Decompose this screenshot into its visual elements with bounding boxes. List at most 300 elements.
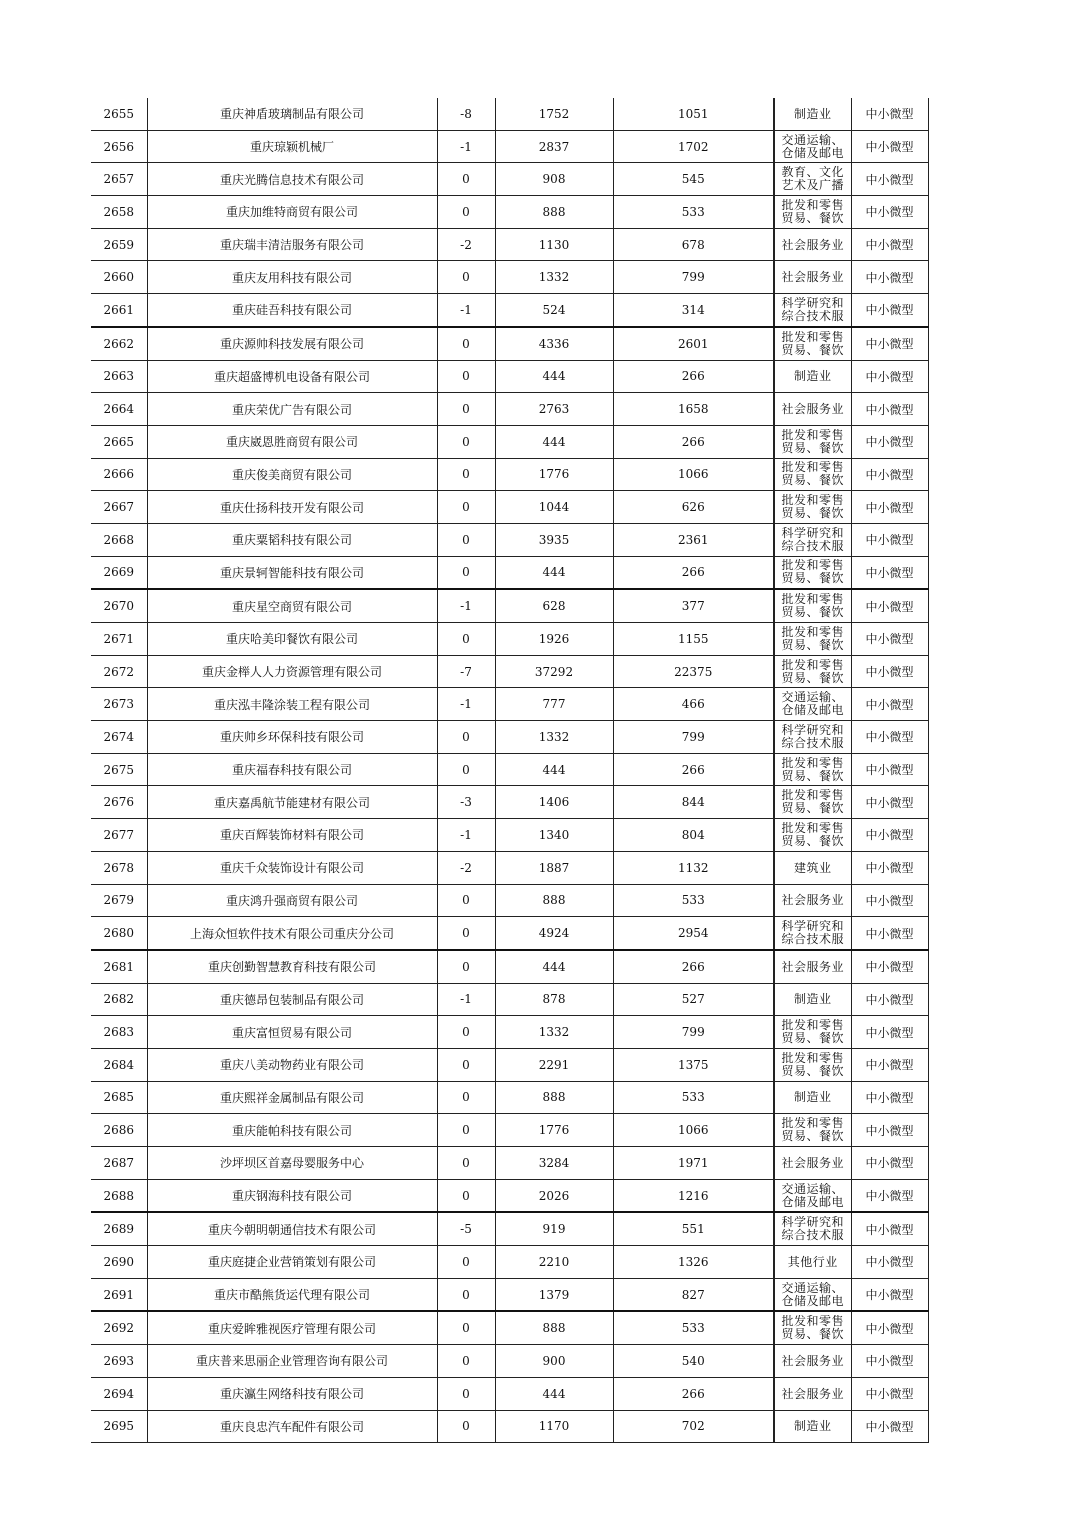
table-row [91,1081,971,1114]
industry-cell [774,491,851,524]
industry-cell [774,458,851,491]
amount-a: 444 [495,556,613,589]
industry-label: 社会服务业 [781,893,844,908]
blank-cell [928,1179,971,1212]
blank-cell [928,294,971,327]
industry-cell [774,753,851,786]
blank-cell [928,1246,971,1279]
table-row [91,786,971,819]
row-number: 2694 [91,1377,147,1410]
amount-b: 527 [613,983,774,1016]
change-value: 0 [437,163,495,196]
blank-cell [928,851,971,884]
enterprise-type: 中小微型 [851,721,928,754]
company-table [91,98,971,1443]
industry-cell [774,360,851,393]
amount-b: 678 [613,228,774,261]
table-row [91,491,971,524]
change-value: 0 [437,393,495,426]
row-number: 2662 [91,327,147,360]
enterprise-type: 中小微型 [851,228,928,261]
company-name: 重庆瀛生网络科技有限公司 [147,1377,437,1410]
company-name: 重庆琼颖机械厂 [147,130,437,163]
amount-b: 799 [613,261,774,294]
company-name: 重庆普来思丽企业管理咨询有限公司 [147,1345,437,1378]
amount-a: 888 [495,884,613,917]
industry-cell [774,327,851,360]
table-row [91,851,971,884]
amount-a: 444 [495,425,613,458]
amount-b: 466 [613,688,774,721]
row-number: 2656 [91,130,147,163]
row-number: 2675 [91,753,147,786]
company-name: 重庆超盛博机电设备有限公司 [147,360,437,393]
change-value: 0 [437,1016,495,1049]
company-name: 重庆仕扬科技开发有限公司 [147,491,437,524]
industry-cell [774,1311,851,1344]
change-value: 0 [437,458,495,491]
blank-cell [928,1345,971,1378]
amount-b: 377 [613,589,774,622]
enterprise-type: 中小微型 [851,950,928,983]
industry-cell [774,1410,851,1443]
change-value: 0 [437,491,495,524]
blank-cell [928,1278,971,1311]
amount-b: 1326 [613,1246,774,1279]
table-row [91,1246,971,1279]
enterprise-type: 中小微型 [851,1345,928,1378]
amount-a: 878 [495,983,613,1016]
change-value: 0 [437,1081,495,1114]
amount-b: 804 [613,819,774,852]
change-value: 0 [437,753,495,786]
amount-b: 266 [613,753,774,786]
amount-b: 1658 [613,393,774,426]
change-value: -2 [437,851,495,884]
change-value: 0 [437,556,495,589]
enterprise-type: 中小微型 [851,1179,928,1212]
row-number: 2661 [91,294,147,327]
enterprise-type: 中小微型 [851,196,928,229]
row-number: 2688 [91,1179,147,1212]
company-name: 重庆市酷熊货运代理有限公司 [147,1278,437,1311]
enterprise-type: 中小微型 [851,786,928,819]
enterprise-type: 中小微型 [851,1311,928,1344]
industry-label: 社会服务业 [781,1155,844,1170]
blank-cell [928,917,971,950]
blank-cell [928,1377,971,1410]
row-number: 2655 [91,98,147,130]
amount-a: 444 [495,950,613,983]
amount-b: 266 [613,556,774,589]
company-name: 重庆光腾信息技术有限公司 [147,163,437,196]
amount-a: 900 [495,1345,613,1378]
enterprise-type: 中小微型 [851,1377,928,1410]
company-name: 重庆今朝明朝通信技术有限公司 [147,1212,437,1245]
change-value: -7 [437,655,495,688]
industry-cell [774,623,851,656]
industry-label: 批发和零售贸易、餐饮 [781,494,844,521]
change-value: -1 [437,130,495,163]
change-value: -1 [437,294,495,327]
amount-b: 1971 [613,1147,774,1180]
industry-label: 批发和零售贸易、餐饮 [781,756,844,783]
row-number: 2695 [91,1410,147,1443]
amount-b: 1702 [613,130,774,163]
amount-b: 22375 [613,655,774,688]
change-value: 0 [437,360,495,393]
industry-cell [774,1081,851,1114]
change-value: 0 [437,1311,495,1344]
row-number: 2666 [91,458,147,491]
amount-b: 533 [613,1311,774,1344]
industry-cell [774,523,851,556]
table-row [91,1212,971,1245]
blank-cell [928,950,971,983]
company-name: 重庆荣优广告有限公司 [147,393,437,426]
company-name: 重庆百辉装饰材料有限公司 [147,819,437,852]
industry-cell [774,163,851,196]
enterprise-type: 中小微型 [851,1410,928,1443]
industry-label: 交通运输、仓储及邮电 [781,691,844,718]
row-number: 2673 [91,688,147,721]
company-name: 沙坪坝区首嘉母婴服务中心 [147,1147,437,1180]
change-value: 0 [437,1114,495,1147]
enterprise-type: 中小微型 [851,1114,928,1147]
industry-label: 批发和零售贸易、餐饮 [781,1315,844,1342]
amount-a: 888 [495,1081,613,1114]
row-number: 2670 [91,589,147,622]
blank-cell [928,589,971,622]
enterprise-type: 中小微型 [851,1147,928,1180]
table-row [91,327,971,360]
amount-a: 1406 [495,786,613,819]
industry-label: 批发和零售贸易、餐饮 [781,821,844,848]
industry-cell [774,1016,851,1049]
enterprise-type: 中小微型 [851,1278,928,1311]
amount-a: 2763 [495,393,613,426]
amount-a: 1926 [495,623,613,656]
industry-cell [774,1377,851,1410]
table-row [91,983,971,1016]
table-row [91,655,971,688]
amount-b: 844 [613,786,774,819]
blank-cell [928,196,971,229]
industry-label: 批发和零售贸易、餐饮 [781,658,844,685]
row-number: 2676 [91,786,147,819]
table-row [91,753,971,786]
amount-b: 2361 [613,523,774,556]
amount-a: 4924 [495,917,613,950]
amount-a: 908 [495,163,613,196]
table-row [91,721,971,754]
amount-b: 702 [613,1410,774,1443]
change-value: 0 [437,917,495,950]
row-number: 2686 [91,1114,147,1147]
industry-label: 批发和零售贸易、餐饮 [781,1117,844,1144]
amount-b: 1216 [613,1179,774,1212]
industry-cell [774,556,851,589]
change-value: 0 [437,950,495,983]
amount-a: 1752 [495,98,613,130]
enterprise-type: 中小微型 [851,130,928,163]
row-number: 2664 [91,393,147,426]
row-number: 2659 [91,228,147,261]
industry-label: 科学研究和综合技术服 [781,1216,844,1243]
industry-cell [774,884,851,917]
company-name: 重庆哈美印餐饮有限公司 [147,623,437,656]
company-name: 重庆创勤智慧教育科技有限公司 [147,950,437,983]
industry-cell [774,228,851,261]
company-name: 重庆硅吾科技有限公司 [147,294,437,327]
row-number: 2674 [91,721,147,754]
blank-cell [928,98,971,130]
enterprise-type: 中小微型 [851,1246,928,1279]
amount-a: 1332 [495,261,613,294]
row-number: 2689 [91,1212,147,1245]
amount-a: 1887 [495,851,613,884]
table-row [91,393,971,426]
enterprise-type: 中小微型 [851,163,928,196]
industry-cell [774,1147,851,1180]
industry-label: 社会服务业 [781,270,844,285]
company-name: 重庆神盾玻璃制品有限公司 [147,98,437,130]
blank-cell [928,1311,971,1344]
row-number: 2691 [91,1278,147,1311]
table-row [91,917,971,950]
blank-cell [928,1081,971,1114]
change-value: -1 [437,589,495,622]
amount-a: 1332 [495,1016,613,1049]
industry-label: 批发和零售贸易、餐饮 [781,461,844,488]
row-number: 2671 [91,623,147,656]
blank-cell [928,393,971,426]
amount-a: 37292 [495,655,613,688]
amount-a: 524 [495,294,613,327]
enterprise-type: 中小微型 [851,1081,928,1114]
amount-a: 3284 [495,1147,613,1180]
change-value: 0 [437,1345,495,1378]
change-value: -1 [437,983,495,1016]
company-name: 重庆富恒贸易有限公司 [147,1016,437,1049]
amount-b: 2601 [613,327,774,360]
industry-label: 批发和零售贸易、餐饮 [781,1051,844,1078]
table-row [91,623,971,656]
blank-cell [928,655,971,688]
table-row [91,294,971,327]
company-name: 重庆鸿升强商贸有限公司 [147,884,437,917]
row-number: 2681 [91,950,147,983]
blank-cell [928,1212,971,1245]
industry-cell [774,851,851,884]
industry-cell [774,294,851,327]
industry-label: 社会服务业 [781,1386,844,1401]
blank-cell [928,1048,971,1081]
amount-a: 2837 [495,130,613,163]
row-number: 2693 [91,1345,147,1378]
blank-cell [928,360,971,393]
industry-cell [774,196,851,229]
industry-label: 交通运输、仓储及邮电 [781,1281,844,1308]
company-name: 重庆良忠汽车配件有限公司 [147,1410,437,1443]
amount-b: 827 [613,1278,774,1311]
blank-cell [928,1147,971,1180]
blank-cell [928,983,971,1016]
amount-a: 1379 [495,1278,613,1311]
industry-label: 制造业 [793,992,832,1007]
row-number: 2692 [91,1311,147,1344]
enterprise-type: 中小微型 [851,753,928,786]
blank-cell [928,1410,971,1443]
amount-b: 533 [613,196,774,229]
table-row [91,1016,971,1049]
industry-label: 制造业 [793,1419,832,1434]
change-value: 0 [437,1410,495,1443]
row-number: 2690 [91,1246,147,1279]
amount-a: 444 [495,1377,613,1410]
table-row [91,884,971,917]
amount-a: 444 [495,360,613,393]
table-row [91,261,971,294]
amount-a: 919 [495,1212,613,1245]
company-name: 重庆景轲智能科技有限公司 [147,556,437,589]
industry-label: 社会服务业 [781,402,844,417]
industry-cell [774,819,851,852]
company-name: 重庆钢海科技有限公司 [147,1179,437,1212]
row-number: 2658 [91,196,147,229]
amount-b: 533 [613,884,774,917]
enterprise-type: 中小微型 [851,393,928,426]
amount-a: 4336 [495,327,613,360]
industry-label: 批发和零售贸易、餐饮 [781,1019,844,1046]
industry-label: 批发和零售贸易、餐饮 [781,593,844,620]
amount-b: 1066 [613,458,774,491]
change-value: 0 [437,523,495,556]
enterprise-type: 中小微型 [851,327,928,360]
amount-b: 266 [613,1377,774,1410]
row-number: 2678 [91,851,147,884]
industry-cell [774,786,851,819]
enterprise-type: 中小微型 [851,1048,928,1081]
amount-b: 266 [613,950,774,983]
amount-a: 777 [495,688,613,721]
enterprise-type: 中小微型 [851,360,928,393]
amount-b: 545 [613,163,774,196]
company-name: 重庆源帅科技发展有限公司 [147,327,437,360]
change-value: 0 [437,327,495,360]
table-row [91,1179,971,1212]
industry-cell [774,983,851,1016]
company-name: 重庆德昂包装制品有限公司 [147,983,437,1016]
row-number: 2665 [91,425,147,458]
amount-b: 551 [613,1212,774,1245]
company-name: 重庆粟韬科技有限公司 [147,523,437,556]
industry-label: 科学研究和综合技术服 [781,920,844,947]
enterprise-type: 中小微型 [851,98,928,130]
change-value: 0 [437,261,495,294]
industry-label: 社会服务业 [781,959,844,974]
blank-cell [928,623,971,656]
change-value: 0 [437,1246,495,1279]
blank-cell [928,1114,971,1147]
enterprise-type: 中小微型 [851,425,928,458]
table-row [91,1048,971,1081]
table-row [91,523,971,556]
change-value: -1 [437,819,495,852]
table-row [91,228,971,261]
amount-b: 799 [613,721,774,754]
row-number: 2682 [91,983,147,1016]
row-number: 2679 [91,884,147,917]
industry-cell [774,917,851,950]
company-name: 重庆崴恩胜商贸有限公司 [147,425,437,458]
change-value: -1 [437,688,495,721]
blank-cell [928,884,971,917]
blank-cell [928,425,971,458]
company-name: 重庆八美动物药业有限公司 [147,1048,437,1081]
amount-a: 1776 [495,458,613,491]
enterprise-type: 中小微型 [851,623,928,656]
enterprise-type: 中小微型 [851,917,928,950]
table-row [91,98,971,130]
table-row [91,950,971,983]
enterprise-type: 中小微型 [851,523,928,556]
industry-cell [774,950,851,983]
change-value: -2 [437,228,495,261]
enterprise-type: 中小微型 [851,884,928,917]
industry-cell [774,1212,851,1245]
table-row [91,819,971,852]
industry-label: 建筑业 [793,860,832,875]
enterprise-type: 中小微型 [851,655,928,688]
enterprise-type: 中小微型 [851,589,928,622]
blank-cell [928,491,971,524]
table-row [91,196,971,229]
amount-b: 266 [613,360,774,393]
amount-b: 266 [613,425,774,458]
row-number: 2663 [91,360,147,393]
amount-a: 2026 [495,1179,613,1212]
enterprise-type: 中小微型 [851,458,928,491]
company-name: 重庆熙祥金属制品有限公司 [147,1081,437,1114]
company-name: 重庆爱眸雅视医疗管理有限公司 [147,1311,437,1344]
company-name: 重庆帅乡环保科技有限公司 [147,721,437,754]
company-name: 重庆嘉禹航节能建材有限公司 [147,786,437,819]
table-row [91,688,971,721]
table-row [91,1311,971,1344]
industry-label: 科学研究和综合技术服 [781,296,844,323]
change-value: 0 [437,721,495,754]
company-name: 重庆友用科技有限公司 [147,261,437,294]
enterprise-type: 中小微型 [851,491,928,524]
amount-b: 1066 [613,1114,774,1147]
company-name: 重庆能帕科技有限公司 [147,1114,437,1147]
industry-cell [774,1345,851,1378]
blank-cell [928,688,971,721]
change-value: 0 [437,1048,495,1081]
row-number: 2685 [91,1081,147,1114]
company-name: 重庆泓丰隆涂装工程有限公司 [147,688,437,721]
amount-a: 1776 [495,1114,613,1147]
enterprise-type: 中小微型 [851,1016,928,1049]
table-row [91,130,971,163]
industry-cell [774,393,851,426]
amount-b: 533 [613,1081,774,1114]
enterprise-type: 中小微型 [851,556,928,589]
industry-cell [774,688,851,721]
blank-cell [928,327,971,360]
industry-label: 批发和零售贸易、餐饮 [781,559,844,586]
